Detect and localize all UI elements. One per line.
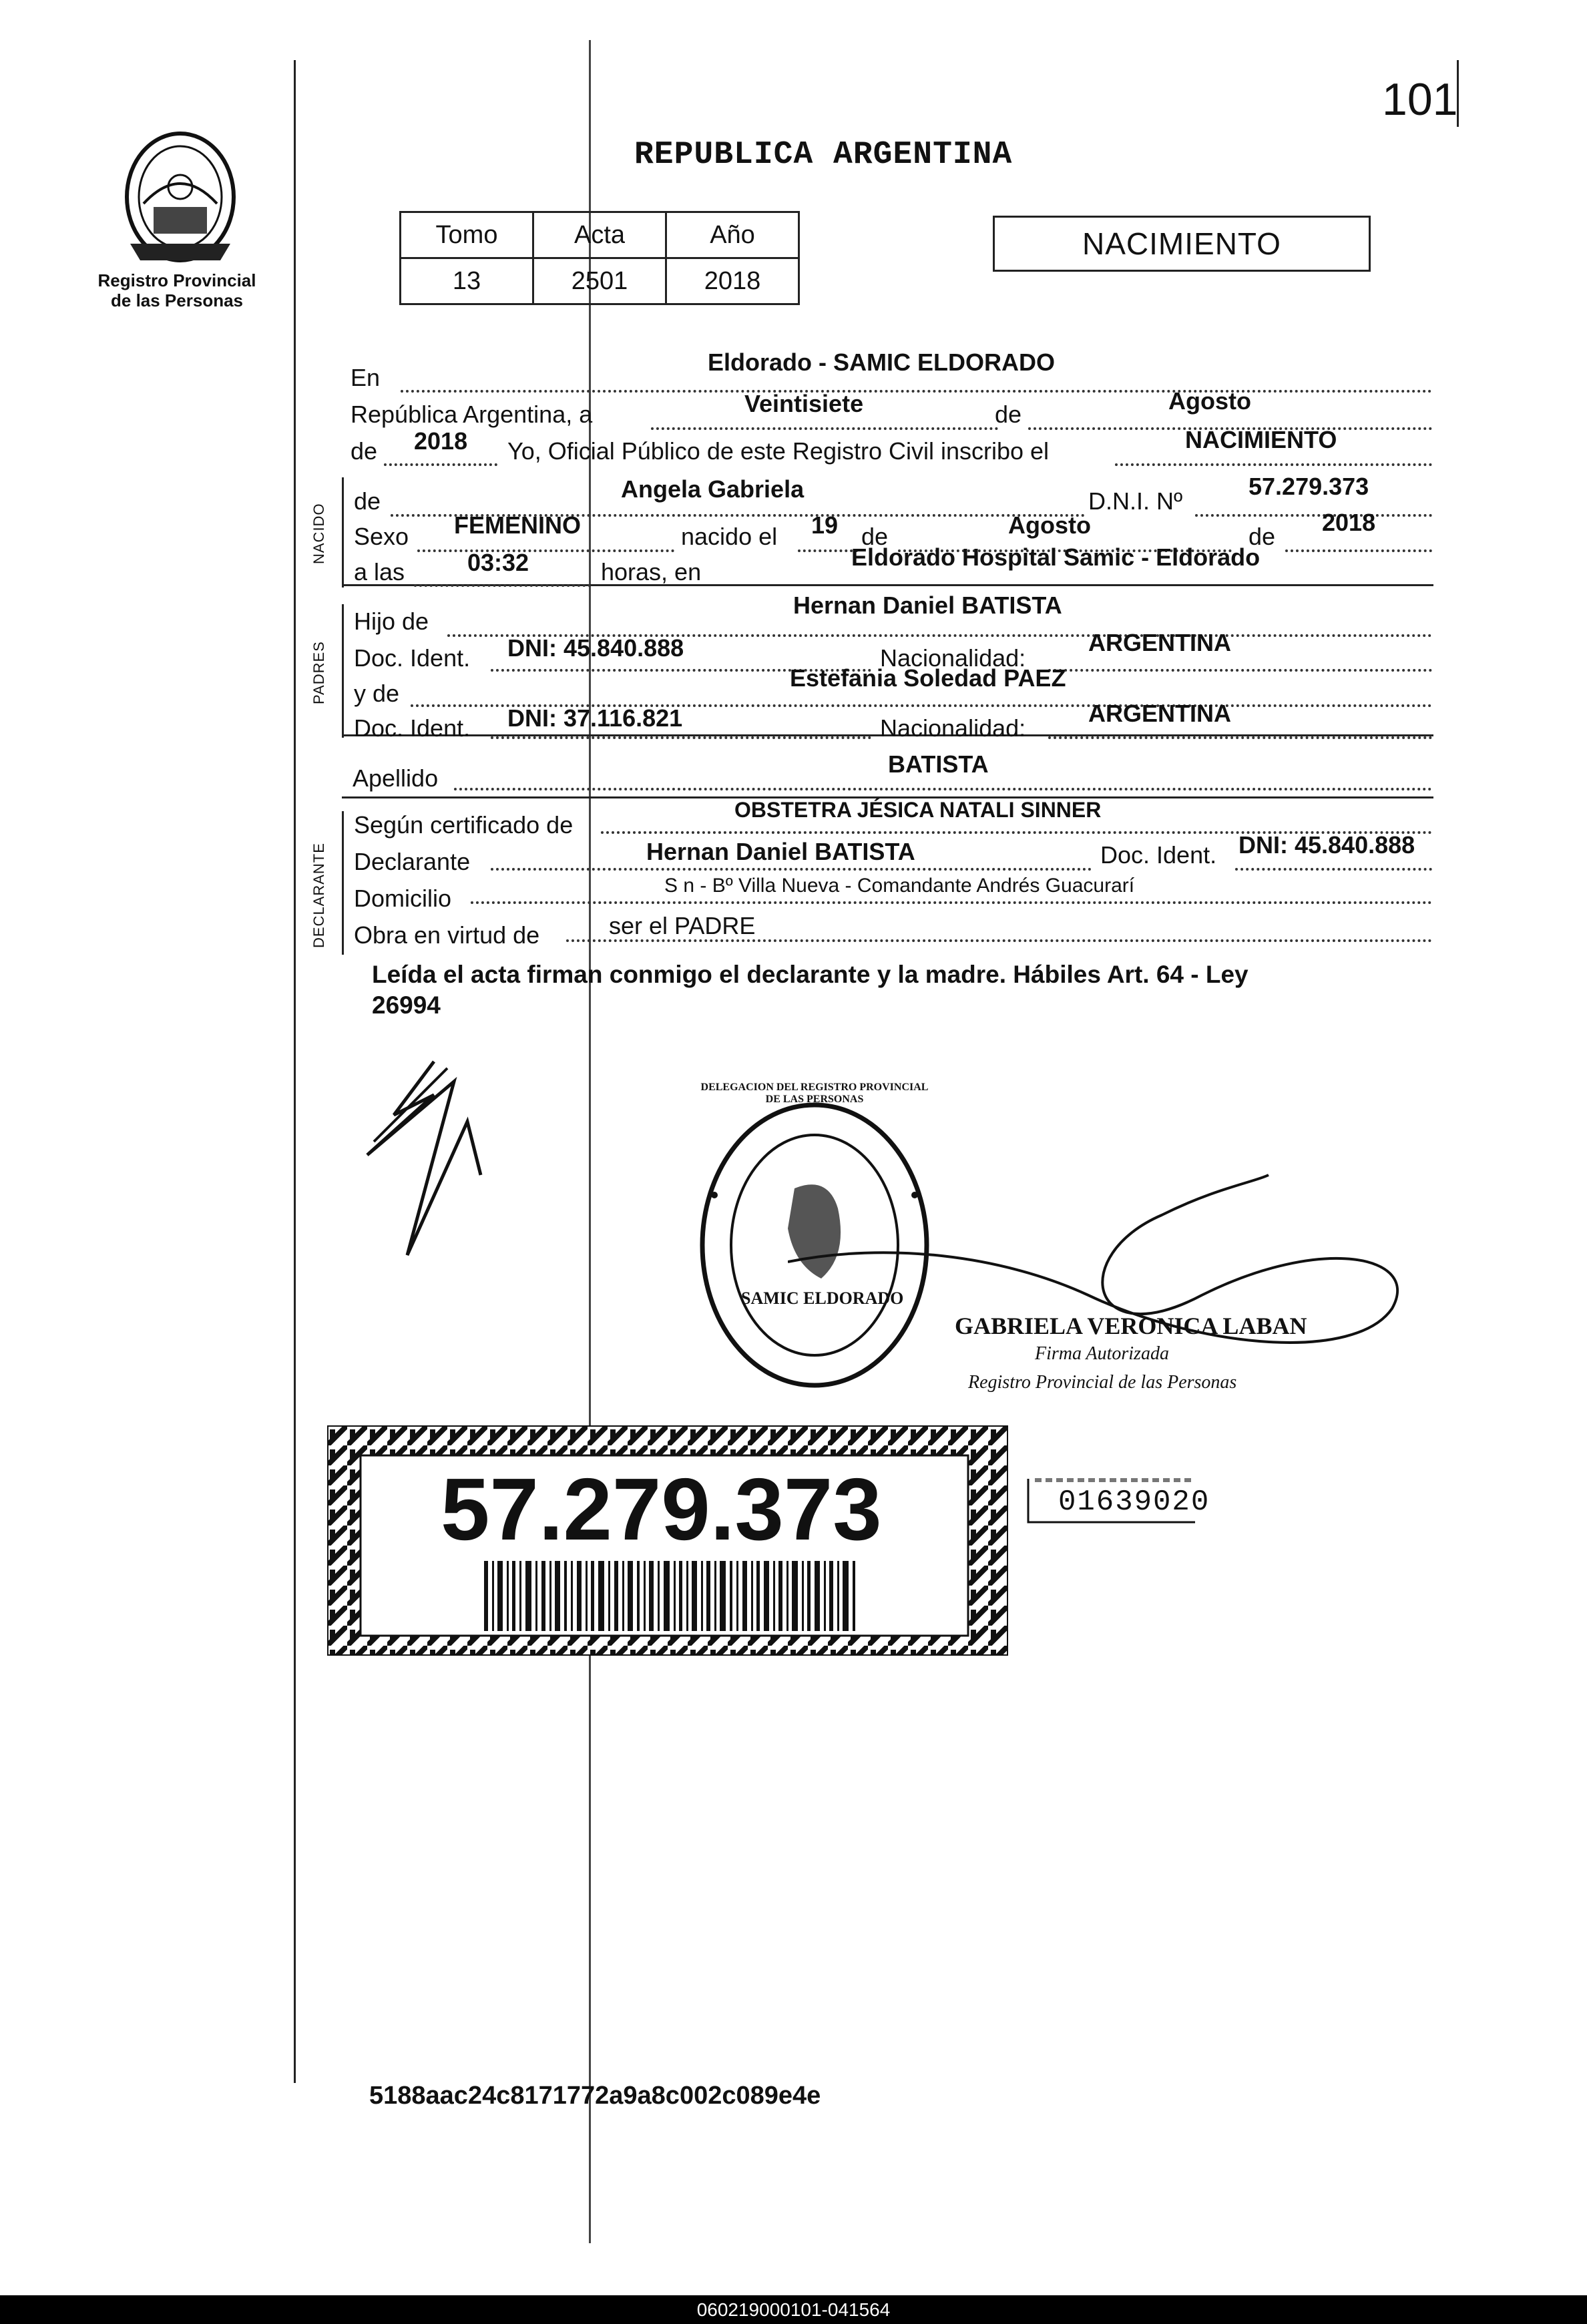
province-seal-logo [103, 124, 257, 277]
sexo-value: FEMENINO [454, 511, 582, 539]
closing-note-line1: Leída el acta firman conmigo el declarante y la madre. Hábiles Art. 64 - Ley [372, 961, 1249, 988]
month-value: Agosto [1168, 387, 1251, 415]
header-acta: Acta [533, 212, 666, 258]
sexo-dots [417, 549, 674, 552]
apellido-value: BATISTA [888, 750, 989, 778]
madre-nac-dots [1048, 736, 1432, 739]
header-tomo: Tomo [401, 212, 533, 258]
domicilio-label: Domicilio [354, 885, 452, 912]
serial-number: 01639020 [1058, 1485, 1210, 1519]
declarante-doc-dots [1235, 868, 1432, 871]
birth-day-value: 19 [811, 511, 839, 539]
de-label: de [995, 401, 1022, 428]
en-value: Eldorado - SAMIC ELDORADO [708, 348, 1055, 376]
dni-value: 57.279.373 [1249, 473, 1369, 500]
padre-nac-dots [1048, 669, 1432, 672]
inscribo-dots [1115, 463, 1432, 466]
madre-nac-value: ARGENTINA [1088, 700, 1231, 727]
nac2-label: Nacionalidad: [880, 714, 1026, 742]
year-dots [384, 463, 497, 466]
doc2-label: Doc. Ident. [354, 714, 471, 742]
yde-label: y de [354, 680, 400, 707]
footer-code: 060219000101-041564 [696, 2299, 891, 2320]
document-title: REPUBLICA ARGENTINA [634, 137, 1013, 173]
nacido-label: nacido el [681, 523, 778, 550]
year-value: 2018 [414, 427, 468, 455]
birth-year-value: 2018 [1322, 509, 1376, 536]
padre-value: Hernan Daniel BATISTA [793, 592, 1062, 619]
horas-label: horas, en [601, 558, 702, 586]
section-bar-declarante [342, 811, 344, 955]
hora-dots [414, 584, 591, 587]
left-margin-rule [294, 60, 296, 2083]
section-bar-padres [342, 604, 344, 738]
issuer-caption-line1: Registro Provincial [97, 270, 256, 290]
barcode-number: 57.279.373 [441, 1460, 882, 1558]
declarant-signature [354, 1041, 527, 1262]
day-words-value: Veintisiete [744, 390, 864, 417]
doc-label: Doc. Ident. [354, 644, 471, 672]
closing-note-line2: 26994 [372, 991, 441, 1019]
madre-value: Estefania Soledad PAEZ [790, 664, 1066, 692]
hora-value: 03:32 [467, 549, 529, 576]
de3-label: de [354, 487, 381, 515]
issuer-caption [87, 270, 267, 310]
dni-dots [1195, 514, 1432, 517]
document-hash: 5188aac24c8171772a9a8c002c089e4e [369, 2082, 821, 2110]
lugar-value: Eldorado Hospital Samic - Eldorado [851, 543, 1261, 571]
official-name: GABRIELA VERONICA LABAN [955, 1313, 1307, 1339]
section-label-padres: PADRES [310, 641, 327, 704]
registry-table-values [401, 258, 799, 304]
value-acta: 2501 [533, 258, 666, 304]
birth-month-value: Agosto [1008, 511, 1091, 539]
hijo-label: Hijo de [354, 608, 429, 635]
inscribo-value: NACIMIENTO [1185, 426, 1337, 453]
section-label-declarante: DECLARANTE [310, 843, 327, 948]
dni-label: D.N.I. Nº [1088, 487, 1183, 515]
apellido-dots [454, 788, 1432, 790]
issuer-caption-line2: de las Personas [111, 290, 243, 310]
section-bar-nacido [342, 477, 344, 588]
domicilio-value: S n - Bº Villa Nueva - Comandante Andrés Guacurarí [664, 875, 1135, 897]
doc3-label: Doc. Ident. [1100, 841, 1217, 869]
official-role: Firma Autorizada [1035, 1343, 1169, 1364]
sexo-label: Sexo [354, 523, 409, 550]
value-tomo: 13 [401, 258, 533, 304]
stamp-inner-text: SAMIC ELDORADO [741, 1289, 904, 1308]
registry-table [399, 211, 800, 305]
alas-label: a las [354, 558, 405, 586]
stamp-ring-text: DELEGACION DEL REGISTRO PROVINCIAL DE LAS PERSONAS [700, 1082, 929, 1105]
obra-value: ser el PADRE [609, 912, 756, 939]
declarante-dots [491, 868, 1092, 871]
en-dots [401, 390, 1432, 393]
republica-dots [651, 427, 998, 430]
official-office: Registro Provincial de las Personas [968, 1372, 1237, 1393]
nac-label: Nacionalidad: [880, 644, 1026, 672]
declarante-doc-value: DNI: 45.840.888 [1238, 831, 1415, 859]
section-label-nacido: NACIDO [310, 503, 327, 564]
de5-label: de [1249, 523, 1276, 550]
birth-year-dots [1285, 549, 1432, 552]
declarante-label: Declarante [354, 848, 471, 875]
birth-day-dots [798, 549, 858, 552]
padre-nac-value: ARGENTINA [1088, 629, 1231, 656]
declarante-value: Hernan Daniel BATISTA [646, 838, 915, 865]
center-fold-line [589, 40, 591, 2243]
apellido-label: Apellido [353, 764, 439, 792]
madre-doc-value: DNI: 37.116.821 [507, 704, 683, 732]
domicilio-dots [471, 901, 1432, 904]
padre-doc-value: DNI: 45.840.888 [507, 634, 684, 662]
segun-label: Según certificado de [354, 811, 574, 839]
record-type-box: NACIMIENTO [993, 216, 1371, 272]
header-anio: Año [666, 212, 799, 258]
page-number: 101 [1382, 74, 1458, 125]
de4-label: de [861, 523, 889, 550]
republica-label: República Argentina, a [351, 401, 593, 428]
madre-doc-dots [491, 736, 871, 739]
name-value: Angela Gabriela [621, 475, 805, 503]
yo-label: Yo, Oficial Público de este Registro Civil inscribo el [507, 437, 1050, 465]
obra-label: Obra en virtud de [354, 921, 540, 949]
en-label: En [351, 364, 381, 391]
official-signature [788, 1162, 1409, 1402]
closing-note [372, 959, 1413, 1021]
registry-table-header [401, 212, 799, 258]
de2-label: de [351, 437, 378, 465]
certificado-value: OBSTETRA JÉSICA NATALI SINNER [734, 798, 1102, 822]
value-anio: 2018 [666, 258, 799, 304]
barcode-bars [484, 1561, 858, 1631]
